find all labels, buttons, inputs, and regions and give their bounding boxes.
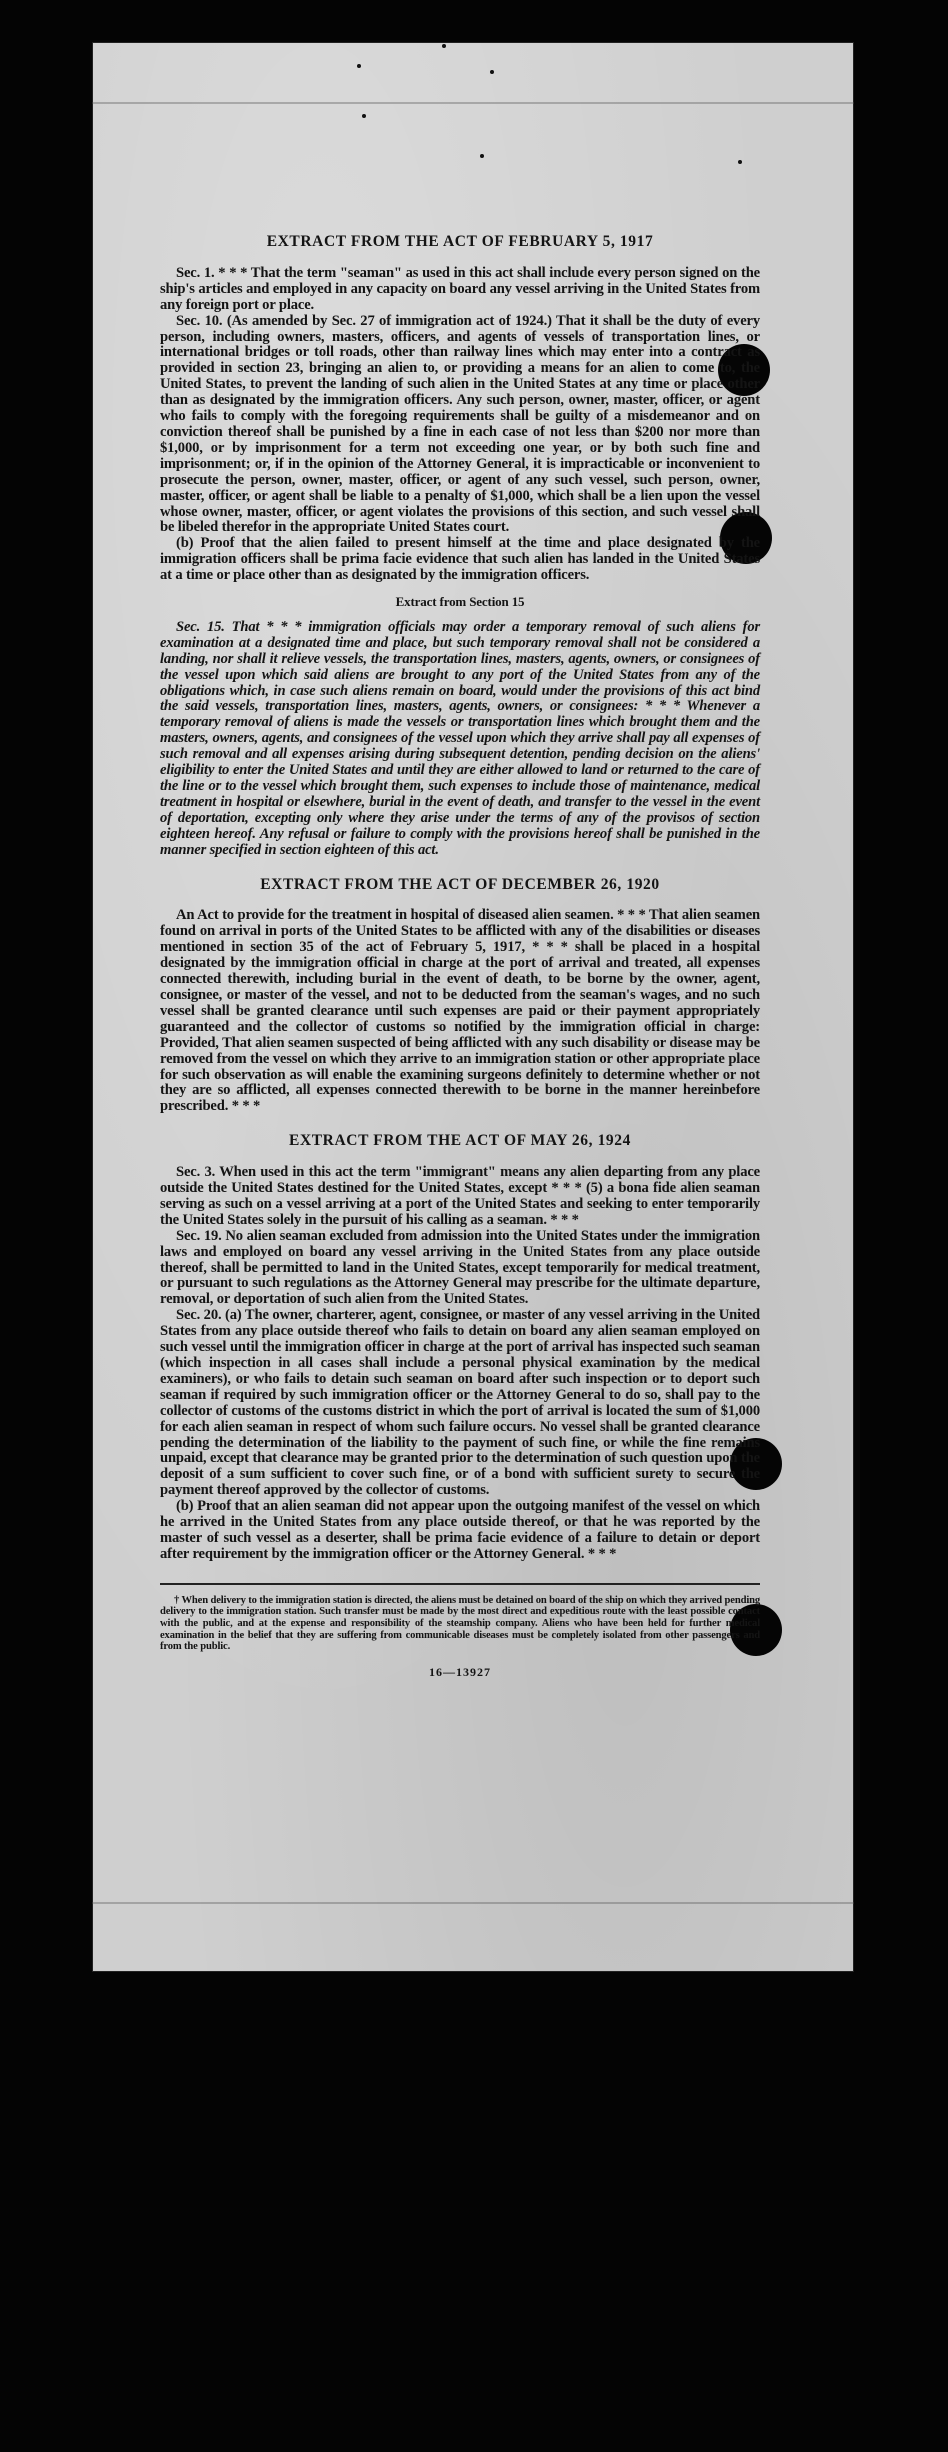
paragraph: Sec. 19. No alien seaman excluded from admission into the United States under the immigration laws and employed on board any vessel arriving in the United States from any place outside thereof, shall be permitted to land in the United States, except temporarily for medical treatment, or pursuant to such regulations as the Attorney General may prescribe for the ultimate departure, removal, or deportation of such alien from the United States.	[160, 1227, 760, 1308]
document-page	[92, 42, 854, 1972]
speck	[442, 44, 446, 48]
paragraph: Sec. 10. (As amended by Sec. 27 of immigration act of 1924.) That it shall be the duty of every person, including owners, masters, officers, and agents of vessels of transportation lines, or international bridges or toll roads, other than railway lines which may enter into a contract as provided in section 23, bringing an alien to, or providing a means for an alien to come to, the United States, to prevent the landing of such alien in the United States at any time or place other than as designated by the immigration officers. Any such person, owner, master, officer, or agent who fails to comply with the foregoing requirements shall be guilty of a misdemeanor and on conviction thereof shall be punished by a fine in each case of not less than $200 nor more than $1,000, or by imprisonment for a term not exceeding one year, or by both such fine and imprisonment; or, if in the opinion of the Attorney General, it is impracticable or inconvenient to prosecute the person, owner, master, officer, or agent of any such vessel, such person, owner, master, officer, or agent shall be liable to a penalty of $1,000, which shall be a lien upon the vessel whose owner, master, officer, or agent violates the provisions of this section, and such vessel shall be libeled therefor in the appropriate United States court.	[160, 312, 760, 536]
speck	[480, 154, 484, 158]
fold-line	[92, 102, 854, 104]
speck	[738, 160, 742, 164]
speck	[490, 70, 494, 74]
paragraph: (b) Proof that the alien failed to present himself at the time and place designated by the immigration officers shall be prima facie evidence that such alien has landed in the United States at a time or place other than as designated by the immigration officers.	[160, 535, 760, 584]
sub-heading: Extract from Section 15	[395, 594, 525, 610]
document-body	[160, 194, 760, 1681]
page-number: 16—13927	[429, 1664, 491, 1679]
speck	[357, 64, 361, 68]
section-heading: EXTRACT FROM THE ACT OF FEBRUARY 5, 1917	[266, 233, 654, 250]
footnote-text: † When delivery to the immigration station is directed, the aliens must be detained on board of the ship on which they arrived pending delivery to the immigration station. Such transfer must be made by the most direct and expeditious route with the least possible contact with the public, and at the expense and responsibility of the steamship company. Aliens who have been held for further medical examination in the belief that they are suffering from communicable diseases must be completely isolated from other passengers and from the public.	[160, 1594, 760, 1653]
footnote	[160, 1595, 760, 1653]
speck	[362, 114, 366, 118]
paragraph: Sec. 20. (a) The owner, charterer, agent, consignee, or master of any vessel arriving in the United States from any place outside thereof who fails to detain on board any alien seaman employed on such vessel until the immigration officer in charge at the port of arrival has inspected such seaman (which inspection in all cases shall include a personal physical examination by the medical examiners), or who fails to detain such seaman on board after such inspection or to deport such seaman if required by such immigration officer or the Attorney General to do so, shall pay to the collector of customs of the customs district in which the port of arrival is located the sum of $1,000 for each alien seaman in respect of whom such failure occurs. No vessel shall be granted clearance pending the determination of the liability to the payment of such fine, or while the fine remains unpaid, except that clearance may be granted prior to the determination of such question upon the deposit of a sum sufficient to cover such fine, or of a bond with sufficient surety to secure the payment thereof approved by the collector of customs.	[160, 1307, 760, 1499]
section-heading: EXTRACT FROM THE ACT OF MAY 26, 1924	[289, 1132, 631, 1150]
italic-block	[160, 620, 760, 859]
paragraph: Sec. 3. When used in this act the term "immigrant" means any alien departing from any place outside the United States destined for the United States, except * * * (5) a bona fide alien seaman serving as such on a vessel arriving at a port of the United States and seeking to enter temporarily the United States solely in the pursuit of his calling as a seaman. * * *	[160, 1164, 760, 1228]
paragraph: (b) Proof that an alien seaman did not appear upon the outgoing manifest of the vessel on which he arrived in the United States from any place outside thereof, or that he was reported by the master of such vessel as a deserter, shall be prima facie evidence of a failure to detain or deport after requirement by the immigration officer or the Attorney General. * * *	[160, 1498, 760, 1562]
section-heading: EXTRACT FROM THE ACT OF DECEMBER 26, 1920	[260, 875, 660, 893]
divider	[160, 1583, 760, 1585]
paragraph: Sec. 1. * * * That the term "seaman" as used in this act shall include every person signed on the ship's articles and employed in any capacity on board any vessel arriving in the United States from any foreign port or place.	[160, 264, 760, 313]
fold-line	[92, 1902, 854, 1904]
paragraph: Sec. 15. That * * * immigration officials may order a temporary removal of such aliens for examination at a designated time and place, but such temporary removal shall not be considered a landing, nor shall it relieve vessels, the transportation lines, masters, agents, owners, or consignees of the vessel upon which said aliens are brought to any port of the United States from any of the obligations which, in case such aliens remain on board, would under the provisions of this act bind the said vessels, transportation lines, masters, agents, owners, or consignees: * * * Whenever a temporary removal of aliens is made the vessels or transportation lines which brought them and the masters, owners, agents, and consignees of the vessel upon which they arrive shall pay all expenses of such removal and all expenses arising during subsequent detention, pending decision on the aliens' eligibility to enter the United States and until they are either allowed to land or returned to the care of the line or to the vessel which brought them, such expenses to include those of maintenance, medical treatment in hospital or elsewhere, burial in the event of death, and transfer to the vessel in the event of deportation, excepting only where they arise under the terms of any of the provisos of section eighteen hereof. Any refusal or failure to comply with the provisions hereof shall be punished in the manner specified in section eighteen of this act.	[160, 618, 760, 858]
paragraph: An Act to provide for the treatment in hospital of diseased alien seamen. * * * That alien seamen found on arrival in ports of the United States to be afflicted with any of the disabilities or diseases mentioned in section 35 of the act of February 5, 1917, * * * shall be placed in a hospital designated by the immigration official in charge at the port of arrival and treated, all expenses connected therewith, including burial in the event of death, to be borne by the owner, agent, consignee, or master of the vessel, and not to be deducted from the seaman's wages, and no such vessel shall be granted clearance until such expenses are paid or their payment appropriately guaranteed and the collector of customs so notified by the immigration official in charge: Provided, That alien seamen suspected of being afflicted with any such disability or disease may be removed from the vessel on which they arrive to an immigration station or other appropriate place for such observation as will enable the examining surgeons definitely to determine whether or not they are so afflicted, all expenses connected therewith to be borne in the manner hereinbefore prescribed. * * *	[160, 907, 760, 1115]
